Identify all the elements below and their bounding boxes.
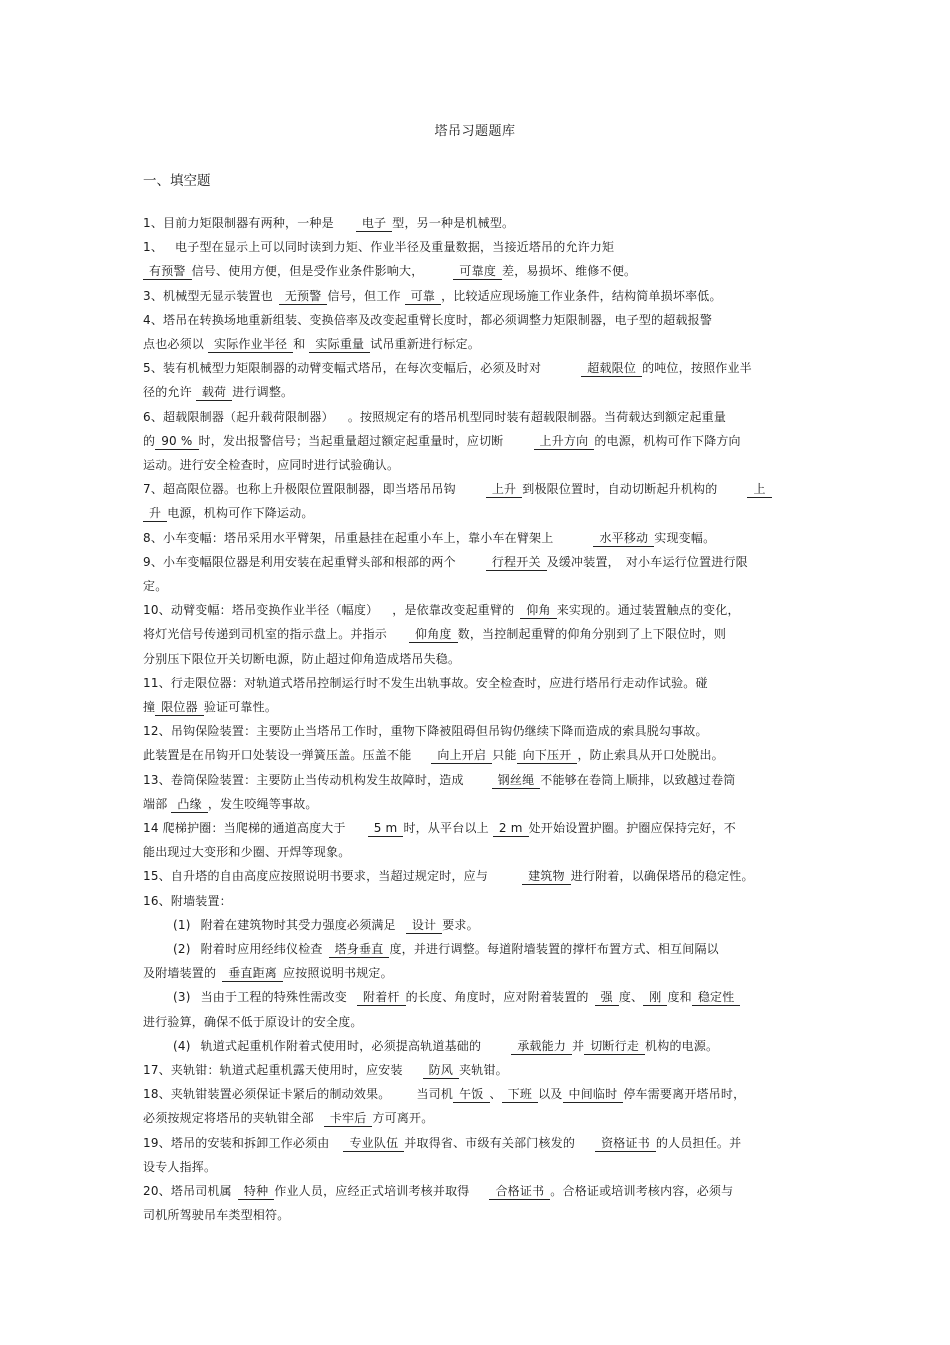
text-line (173, 1036, 718, 1056)
answer-blank: 有预警 (143, 263, 192, 280)
question-text: 3、机械型无显示装置也 (143, 288, 273, 303)
question-text: 4、塔吊在转换场地重新组装、变换倍率及改变起重臂长度时，都必须调整力矩限制器，电子型的超载报警 (143, 312, 713, 327)
question-text: 方可离开。 (372, 1111, 434, 1126)
question-text: 型，另一种是机械型。 (392, 216, 515, 230)
text-line (143, 1012, 363, 1032)
question-text: 进行附着，以确保塔吊的稳定性。 (570, 869, 754, 884)
question-text: 1、目前力矩限制器有两种，一种是 (143, 216, 334, 230)
question-text: 8、小车变幅：塔吊采用水平臂架，吊重悬挂在起重小车上，靠小车在臂架上 (143, 530, 554, 545)
answer-blank: 限位器 (155, 699, 204, 716)
answer-blank: 卡牢后 (324, 1110, 373, 1127)
text-line (143, 407, 726, 427)
text-line (143, 818, 736, 838)
answer-blank: 水平移动 (593, 530, 654, 547)
question-text: 轨道式起重机作附着式使用时，必须提高轨道基础的 (200, 1038, 482, 1053)
answer-blank: 实际作业半径 (208, 336, 293, 353)
text-line (143, 382, 293, 402)
answer-blank: 向下压开 (517, 747, 578, 764)
text-line (143, 310, 712, 330)
question-text: 撞 (143, 700, 156, 714)
question-text: 电源，机构可作下降运动。 (167, 506, 314, 521)
question-text: 及缓冲装置， (546, 554, 620, 569)
question-text: 作业人员，应经正式培训考核并取得 (274, 1184, 470, 1198)
question-text: 18、夹轨钳装置必须保证卡紧后的制动效果。 (143, 1087, 391, 1102)
question-text: 的长度、角度时，应对附着装置的 (405, 990, 589, 1005)
answer-blank: 仰角 (520, 602, 556, 619)
text-line (143, 261, 636, 281)
question-text: 当司机 (416, 1087, 454, 1102)
answer-blank: 上升方向 (534, 433, 595, 450)
text-line (143, 600, 740, 620)
question-text: 到极限位置时，自动切断起升机构的 (522, 482, 718, 497)
answer-blank: 切断行走 (584, 1038, 645, 1055)
text-line (143, 624, 726, 644)
answer-blank: 防风 (423, 1062, 459, 1079)
page-title: 塔吊习题题库 (434, 124, 516, 139)
text-line (143, 842, 350, 862)
text-line (143, 1084, 745, 1104)
question-text: 附着时应用经纬仪检查 (200, 942, 323, 956)
answer-blank: 仰角度 (409, 626, 458, 643)
question-text: 14 爬梯护圈：当爬梯的通道高度大于 (143, 821, 346, 835)
text-line (143, 866, 754, 886)
answer-blank: 载荷 (196, 384, 232, 401)
question-text: 12、吊钩保险装置：主要防止当塔吊工作时，重物下降被阻碍但吊钩仍继续下降而造成的索具脱勾事故。 (143, 724, 708, 739)
question-text: 实现变幅。 (654, 530, 716, 545)
answer-blank: 实际重量 (309, 336, 370, 353)
question-text: 信号、使用方便，但是受作业条件影响大， (191, 264, 424, 279)
answer-blank: 资格证书 (595, 1135, 656, 1152)
question-text: 13、卷筒保险装置：主要防止当传动机构发生故障时，造成 (143, 772, 464, 787)
question-text: 并 (572, 1038, 585, 1053)
answer-blank: 电子 (356, 215, 392, 232)
answer-blank: 特种 (238, 1183, 274, 1200)
answer-blank: 合格证书 (489, 1183, 550, 1200)
answer-blank: 可靠度 (453, 263, 502, 280)
question-text: 19、塔吊的安装和拆卸工作必须由 (143, 1135, 330, 1150)
question-text: 停车需要离开塔吊时， (623, 1087, 746, 1102)
answer-blank: 钢丝绳 (492, 772, 541, 789)
answer-blank: 90 % (155, 433, 198, 450)
question-text: 。按照规定有的塔吊机型同时装有超载限制器。当荷载达到额定起重量 (347, 409, 727, 424)
question-text: 来实现的。通过装置触点的变化， (556, 603, 740, 618)
question-text: 以及 (538, 1087, 563, 1102)
question-text: ，是依靠改变起重臂的 (392, 603, 515, 618)
text-line (143, 1108, 433, 1128)
question-text: 只能 (492, 748, 517, 763)
text-line (143, 1133, 741, 1153)
text-line (143, 721, 708, 741)
answer-blank: 稳定性 (692, 989, 741, 1006)
question-text: 对小车运行位置进行限 (625, 554, 748, 569)
answer-blank: 中间临时 (563, 1086, 624, 1103)
question-text: 的 (143, 433, 156, 448)
answer-blank: 上升 (486, 481, 522, 498)
answer-blank: 塔身垂直 (329, 941, 390, 958)
text-line (143, 794, 318, 814)
question-text: 夹轨钳。 (459, 1063, 508, 1077)
question-text: 7、超高限位器。也称上升极限位置限制器，即当塔吊吊钩 (143, 482, 456, 497)
answer-blank: 午饭 (453, 1086, 489, 1103)
question-text: 度，并进行调整。每道附墙装置的撑杆布置方式、相互间隔以 (389, 942, 719, 956)
question-text: 设专人指挥。 (143, 1159, 217, 1174)
question-text: 定。 (143, 579, 168, 593)
answer-blank: 无预警 (279, 288, 328, 305)
question-text: ，发生咬绳等事故。 (207, 796, 318, 811)
question-text: 差，易损坏、维修不便。 (502, 264, 637, 279)
answer-blank: 行程开关 (486, 554, 547, 571)
text-line (143, 213, 514, 233)
question-text: 数，当控制起重臂的仰角分别到了上下限位时，则 (457, 627, 727, 642)
answer-blank: 2 m (493, 820, 529, 837)
answer-blank: 建筑物 (522, 868, 571, 885)
question-text: 20、塔吊司机属 (143, 1184, 232, 1198)
answer-blank: 附着杆 (357, 989, 406, 1006)
question-text: 机构的电源。 (645, 1038, 719, 1053)
text-line (143, 770, 735, 790)
answer-blank: 设计 (406, 917, 442, 934)
answer-blank: 上 (747, 481, 771, 498)
text-line (143, 1181, 733, 1201)
text-line (143, 286, 722, 306)
text-line (143, 455, 399, 475)
question-text: ，防止索具从开口处脱出。 (577, 748, 724, 763)
question-text: 10、动臂变幅：塔吊变换作业半径（幅度） (143, 603, 379, 618)
question-text: 要求。 (442, 917, 479, 932)
question-text: 并取得省、市级有关部门核发的 (404, 1135, 576, 1150)
question-text: 的吨位，按照作业半 (642, 361, 752, 376)
text-line (143, 673, 708, 693)
answer-blank: 强 (595, 989, 619, 1006)
question-text: 9、小车变幅限位器是利用安装在起重臂头部和根部的两个 (143, 554, 456, 569)
answer-blank: 可靠 (405, 288, 441, 305)
question-text: 司机所驾驶吊车类型相符。 (143, 1208, 290, 1223)
answer-blank: 向上开启 (431, 747, 492, 764)
question-text: 15、自升塔的自由高度应按照说明书要求，当超过规定时，应与 (143, 869, 489, 884)
question-text: 进行调整。 (232, 385, 294, 400)
question-text: 能出现过大变形和少圈、开焊等现象。 (143, 845, 351, 860)
question-text: 处开始设置护圈。护圈应保持完好，不 (528, 821, 736, 835)
question-text: 17、夹轨钳：轨道式起重机露天使用时，应安装 (143, 1063, 403, 1077)
text-line (143, 649, 460, 669)
section-heading: 一、填空题 (143, 173, 211, 189)
text-line (143, 552, 748, 572)
question-text: 和 (293, 337, 306, 351)
question-text: (3) (173, 990, 191, 1005)
text-line (173, 939, 719, 959)
text-line (143, 891, 232, 911)
answer-blank: 下班 (502, 1086, 538, 1103)
question-text: 将灯光信号传递到司机室的指示盘上。并指示 (143, 627, 388, 642)
question-text: 度和 (667, 990, 692, 1005)
answer-blank: 超载限位 (581, 360, 642, 377)
answer-blank: 承载能力 (511, 1038, 572, 1055)
text-line (143, 745, 724, 765)
text-line (143, 528, 715, 548)
question-text: 应按照说明书规定。 (283, 966, 393, 981)
text-line (143, 697, 277, 717)
text-line (143, 479, 772, 499)
question-text: 电子型在显示上可以同时读到力矩、作业半径及重量数据，当接近塔吊的允许力矩 (175, 240, 615, 255)
question-text: 不能够在卷筒上顺排，以致越过卷筒 (540, 772, 736, 787)
question-text: 、 (489, 1087, 502, 1102)
question-text: 时，从平台以上 (403, 821, 489, 835)
text-line (143, 237, 614, 257)
question-text: 时，发出报警信号；当起重量超过额定起重量时，应切断 (198, 433, 504, 448)
question-text: 。合格证或培训考核内容，必须与 (550, 1184, 734, 1198)
text-line (143, 963, 393, 983)
question-text: 信号，但工作 (327, 288, 401, 303)
question-text: 11、行走限位器：对轨道式塔吊控制运行时不发生出轨事故。安全检查时，应进行塔吊行走动作试验。碰 (143, 675, 708, 690)
question-text: 必须按规定将塔吊的夹轨钳全部 (143, 1111, 314, 1126)
question-text: 度、 (618, 990, 644, 1005)
text-line (143, 576, 167, 596)
text-line (143, 358, 752, 378)
text-line (143, 334, 480, 354)
question-text: 5、装有机械型力矩限制器的动臂变幅式塔吊，在每次变幅后，必须及时对 (143, 361, 542, 376)
question-text: 6、超载限制器（起升载荷限制器） (143, 409, 334, 424)
answer-blank: 刚 (643, 989, 667, 1006)
question-text: 点也必须以 (143, 337, 205, 351)
answer-blank: 5 m (368, 820, 404, 837)
question-text: 1、 (143, 240, 164, 255)
question-text: 验证可靠性。 (203, 700, 278, 714)
question-text: 16、附墙装置： (143, 893, 232, 908)
question-text: 试吊重新进行标定。 (370, 337, 481, 351)
answer-blank: 升 (143, 505, 167, 522)
text-line (143, 1205, 289, 1225)
question-text: (1) (173, 917, 191, 932)
text-line (173, 915, 479, 935)
question-text: 进行验算，确保不低于原设计的安全度。 (143, 1014, 363, 1029)
question-text: (2) (173, 942, 191, 956)
text-line (173, 987, 740, 1007)
question-text: 附着在建筑物时其受力强度必须满足 (200, 917, 396, 932)
question-text: 分别压下限位开关切断电源，防止超过仰角造成塔吊失稳。 (143, 651, 461, 666)
question-text: (4) (173, 1038, 191, 1053)
question-text: 的电源，机构可作下降方向 (594, 433, 741, 448)
text-line (143, 1157, 216, 1177)
answer-blank: 专业队伍 (343, 1135, 404, 1152)
question-text: 运动。进行安全检查时，应同时进行试验确认。 (143, 458, 400, 472)
answer-blank: 垂直距离 (222, 965, 283, 982)
text-line (143, 431, 741, 451)
question-text: 及附墙装置的 (143, 966, 217, 981)
question-text: 当由于工程的特殊性需改变 (200, 990, 348, 1005)
question-text: 端部 (143, 796, 168, 811)
answer-blank: 凸缘 (171, 796, 207, 813)
question-text: 此装置是在吊钩开口处装设一弹簧压盖。压盖不能 (143, 748, 412, 763)
text-line (143, 503, 314, 523)
question-text: ，比较适应现场施工作业条件，结构简单损坏率低。 (441, 288, 722, 303)
question-text: 的人员担任。并 (655, 1135, 742, 1150)
question-text: 径的允许 (143, 385, 192, 400)
text-line (143, 1060, 508, 1080)
